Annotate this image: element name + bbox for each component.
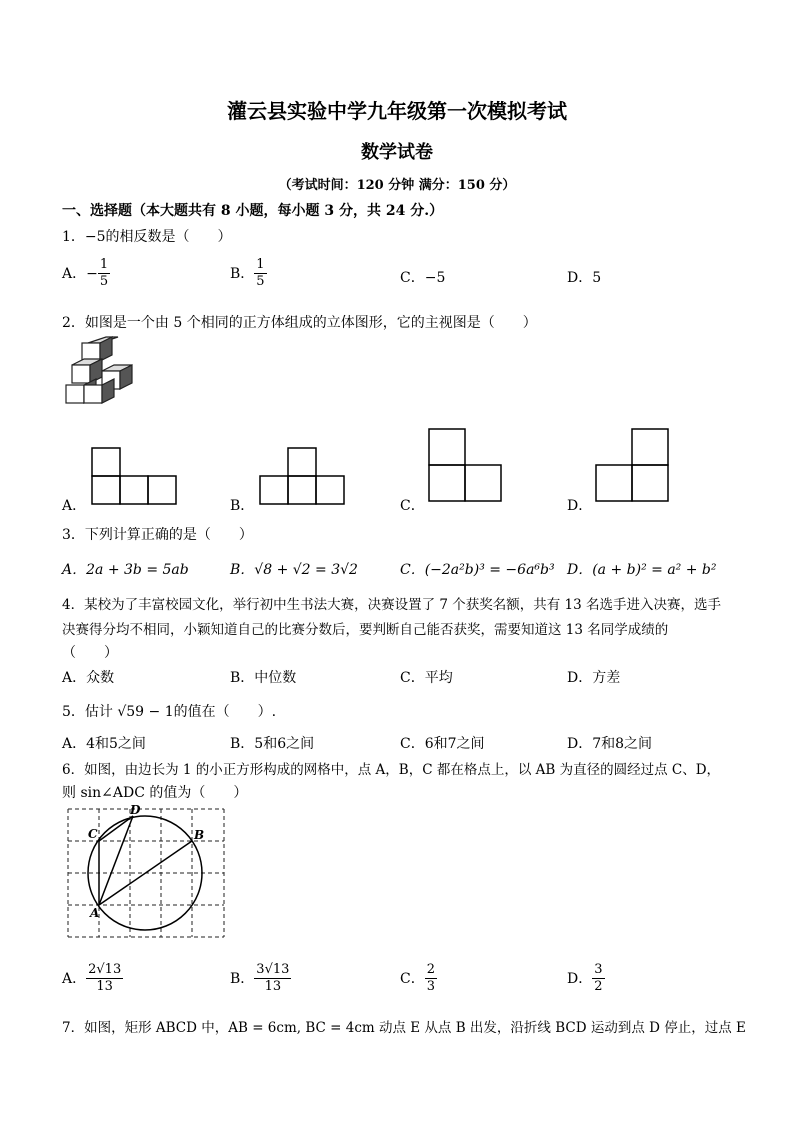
exam-title: 灌云县实验中学九年级第一次模拟考试 bbox=[227, 99, 567, 123]
q6-option-c bbox=[400, 962, 437, 996]
q6-grid-circle-figure bbox=[64, 805, 229, 945]
q2-figure-d bbox=[594, 427, 674, 507]
numerator: 2√13 bbox=[86, 962, 123, 979]
point-label-c: C bbox=[88, 827, 98, 841]
q1-option-b bbox=[230, 257, 267, 291]
denominator: 5 bbox=[99, 274, 109, 290]
denominator: 5 bbox=[256, 274, 265, 290]
numerator: 2 bbox=[425, 962, 437, 979]
q5-stem: 5．估计 √59 − 1的值在（ ）. bbox=[62, 704, 277, 720]
numerator: 1 bbox=[254, 257, 266, 274]
q2-option-b: B． bbox=[230, 498, 255, 514]
q5-option-b: B．5和6之间 bbox=[230, 736, 315, 752]
q1-stem: 1．−5的相反数是（ ） bbox=[62, 229, 232, 245]
q3-option-a: A．2a + 3b = 5ab bbox=[62, 562, 189, 578]
q4-stem-line2: 决赛得分均不相同，小颖知道自己的比赛分数后，要判断自己能否获奖，需要知道这 13 名同学成绩的 bbox=[62, 622, 669, 638]
q2-option-c: C． bbox=[400, 498, 425, 514]
fraction bbox=[425, 962, 437, 996]
denominator: 13 bbox=[264, 979, 282, 995]
fraction bbox=[254, 257, 266, 291]
q3-option-c: C．(−2a²b)³ = −6a⁶b³ bbox=[400, 562, 555, 578]
q2-figure-c bbox=[427, 427, 507, 507]
fraction bbox=[98, 257, 110, 291]
option-label: A． bbox=[62, 970, 87, 987]
q6-stem-line2: 则 sin∠ADC 的值为（ ） bbox=[62, 785, 248, 801]
denominator: 3 bbox=[426, 979, 435, 995]
fraction bbox=[592, 962, 604, 996]
option-label: D． bbox=[567, 970, 593, 987]
paper-subtitle: 数学试卷 bbox=[361, 142, 433, 163]
minus-sign: − bbox=[86, 265, 98, 282]
q2-option-d: D． bbox=[567, 498, 593, 514]
q4-option-c: C．平均 bbox=[400, 670, 453, 686]
q6-option-d bbox=[567, 962, 605, 996]
q5-option-a: A．4和5之间 bbox=[62, 736, 146, 752]
point-label-b: B bbox=[194, 828, 205, 842]
point-label-d: D bbox=[130, 805, 141, 817]
numerator: 3 bbox=[592, 962, 604, 979]
q4-stem-line1: 4．某校为了丰富校园文化，举行初中生书法大赛，决赛设置了 7 个获奖名额，共有 13 名选手进入决赛，选手 bbox=[62, 597, 722, 613]
q6-option-a bbox=[62, 962, 123, 996]
q6-stem-line1: 6．如图，由边长为 1 的小正方形构成的网格中，点 A，B，C 都在格点上，以 AB 为直径的圆经过点 C、D， bbox=[62, 762, 721, 778]
denominator: 13 bbox=[96, 979, 113, 995]
q1-option-d: D．5 bbox=[567, 270, 602, 286]
option-label: B． bbox=[230, 970, 255, 987]
q3-stem: 3．下列计算正确的是（ ） bbox=[62, 527, 253, 543]
numerator: 3√13 bbox=[254, 962, 291, 979]
q1-option-a bbox=[62, 257, 110, 291]
option-label: B． bbox=[230, 265, 255, 282]
q4-option-a: A．众数 bbox=[62, 670, 115, 686]
q2-figure-b bbox=[258, 446, 348, 506]
q3-option-d: D．(a + b)² = a² + b² bbox=[567, 562, 717, 578]
option-label: A． bbox=[62, 265, 87, 282]
exam-info: （考试时间：120 分钟 满分：150 分） bbox=[278, 178, 516, 193]
q2-option-a: A． bbox=[62, 498, 87, 514]
q5-option-c: C．6和7之间 bbox=[400, 736, 485, 752]
point-label-a: A bbox=[90, 906, 100, 920]
cube-stack-figure bbox=[60, 335, 145, 415]
q2-figure-a bbox=[90, 446, 180, 506]
denominator: 2 bbox=[594, 979, 603, 995]
q4-option-d: D．方差 bbox=[567, 670, 621, 686]
q5-option-d: D．7和8之间 bbox=[567, 736, 653, 752]
q6-option-b bbox=[230, 962, 291, 996]
q3-option-b: B．√8 + √2 = 3√2 bbox=[230, 562, 358, 578]
option-label: C． bbox=[400, 970, 425, 987]
fraction bbox=[86, 962, 123, 996]
q4-stem-line3: （ ） bbox=[62, 645, 118, 661]
q2-stem: 2．如图是一个由 5 个相同的正方体组成的立体图形，它的主视图是（ ） bbox=[62, 315, 537, 331]
section-heading: 一、选择题（本大题共有 8 小题，每小题 3 分，共 24 分.） bbox=[62, 203, 444, 219]
q4-option-b: B．中位数 bbox=[230, 670, 297, 686]
fraction bbox=[254, 962, 291, 996]
q7-stem: 7．如图，矩形 ABCD 中，AB = 6cm, BC = 4cm 动点 E 从点 B 出发，沿折线 BCD 运动到点 D 停止，过点 E bbox=[62, 1020, 746, 1036]
numerator: 1 bbox=[98, 257, 110, 274]
q1-option-c: C．−5 bbox=[400, 270, 446, 286]
